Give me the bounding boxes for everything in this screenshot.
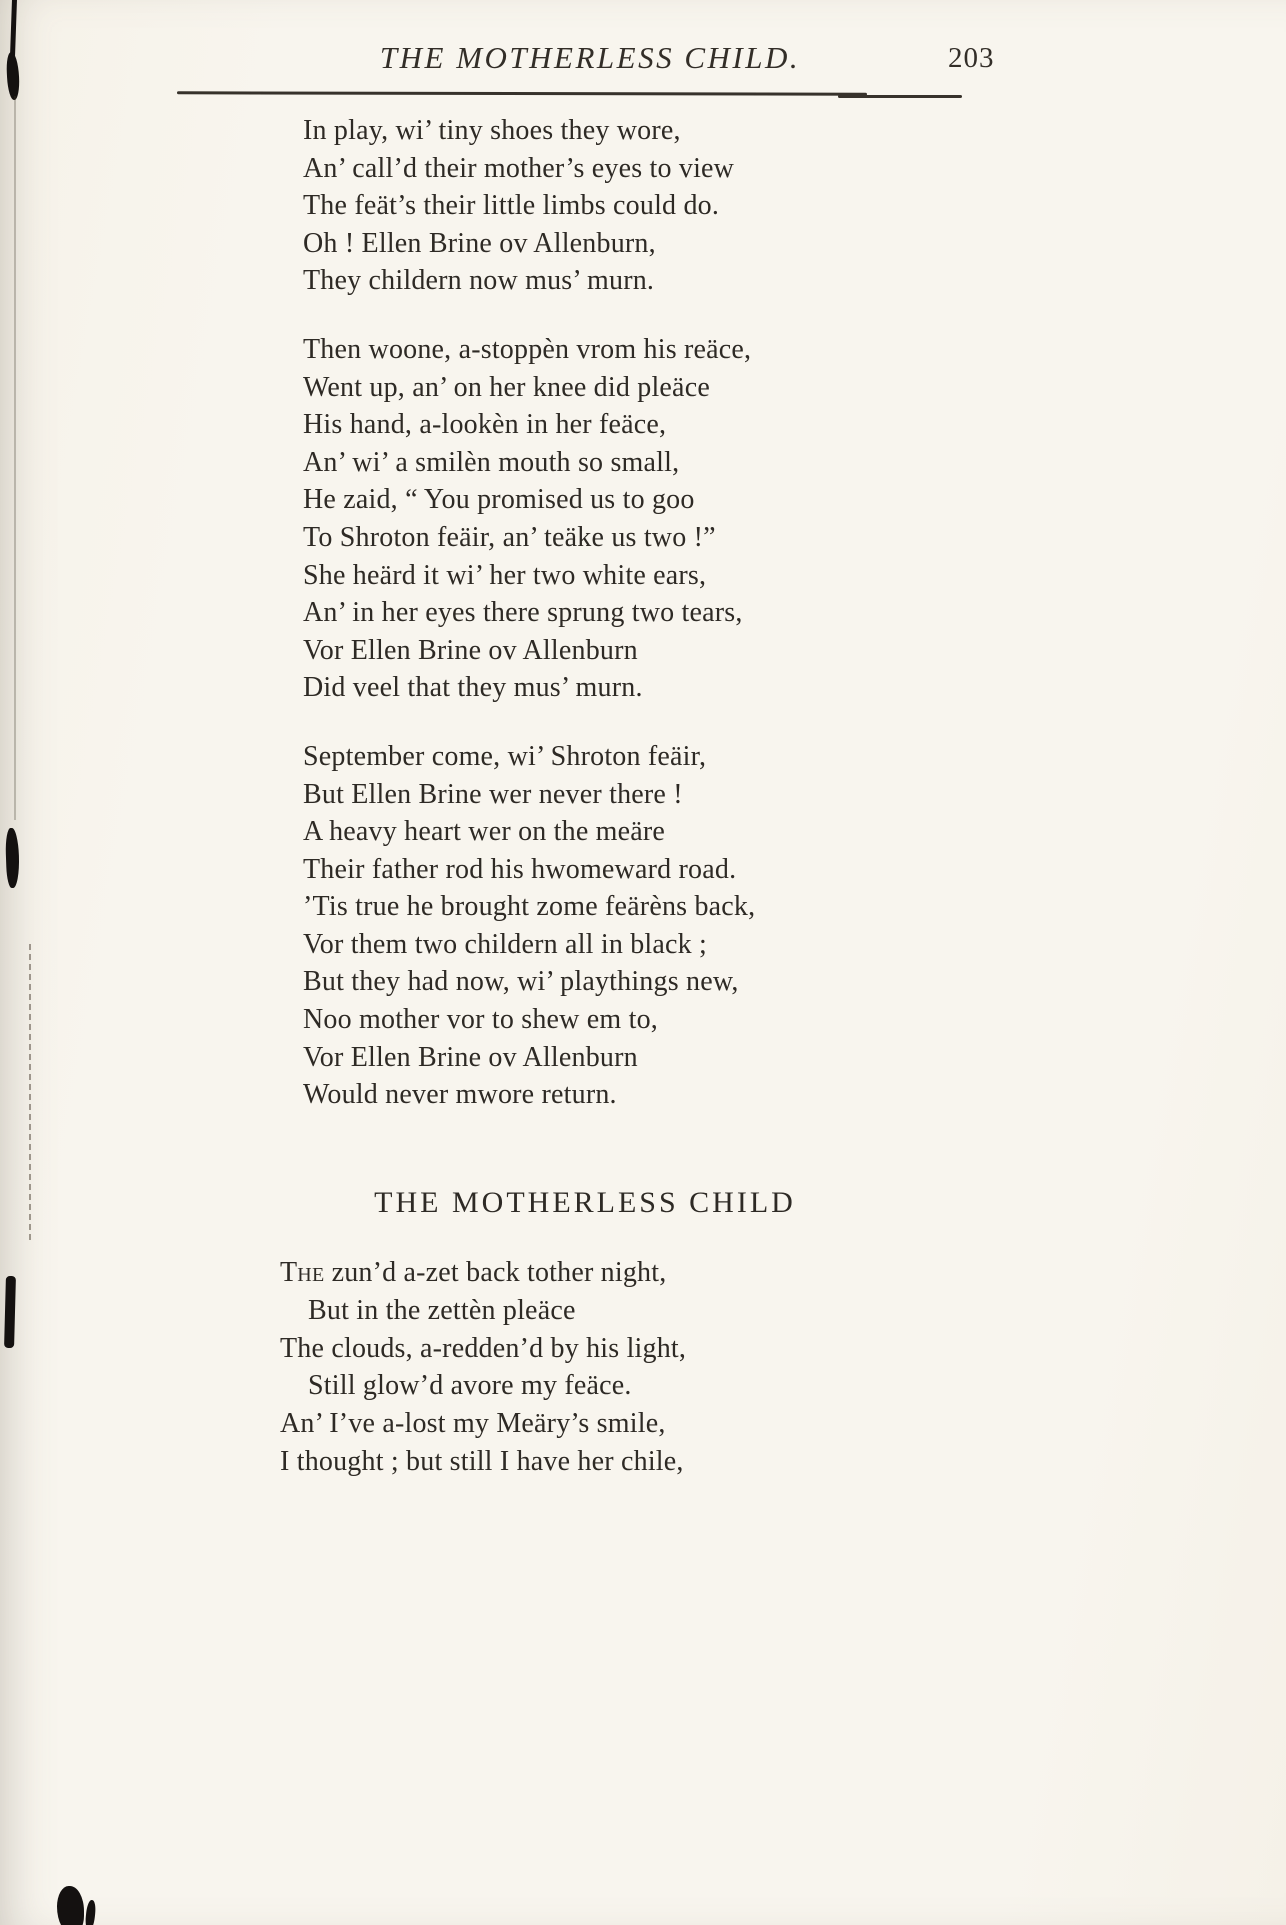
poem-line: An’ in her eyes there sprung two tears, (303, 597, 743, 629)
dotted-edge-line (29, 944, 31, 1240)
ink-dot-bottom-left (84, 1900, 96, 1925)
poem-line: Oh ! Ellen Brine ov Allenburn, (303, 227, 656, 259)
poem-line: A heavy heart wer on the meäre (303, 816, 666, 848)
poem-line: An’ I’ve a-lost my Meäry’s smile, (280, 1408, 666, 1440)
poem-line: The feät’s their little limbs could do. (303, 190, 720, 222)
poem-line: But in the zettèn pleäce (308, 1294, 576, 1326)
ink-blob-bottom-left (57, 1886, 84, 1925)
ink-blob-left-middle (5, 828, 20, 888)
poem-line (280, 1254, 686, 1292)
poem-line: Would never mwore return. (303, 1079, 617, 1111)
ink-blob-top-left (6, 52, 20, 101)
poem-title: THE MOTHERLESS CHILD (374, 1186, 796, 1219)
header-rule-segment (838, 95, 962, 98)
page-title: THE MOTHERLESS CHILD. (379, 40, 801, 75)
stanza-3 (303, 738, 755, 1114)
poem-line: Went up, an’ on her knee did pleäce (303, 371, 710, 403)
poem-line: Then woone, a-stoppèn vrom his reäce, (303, 333, 752, 365)
poem-line: She heärd it wi’ her two white ears, (303, 559, 707, 591)
poem-line: An’ call’d their mother’s eyes to view (303, 152, 735, 184)
header-rule (177, 91, 867, 95)
poem-line: Vor them two childern all in black ; (303, 928, 708, 960)
poem-line-rest: zun’d a-zet back tother night, (324, 1257, 667, 1288)
poem-line: They childern now mus’ murn. (303, 265, 655, 297)
poem-line: ’Tis true he brought zome feärèns back, (303, 891, 756, 923)
running-header (200, 40, 980, 76)
poem-line: Still glow’d avore my feäce. (308, 1370, 632, 1402)
poem-line: An’ wi’ a smilèn mouth so small, (303, 446, 680, 478)
poem-line: His hand, a-lookèn in her feäce, (303, 409, 667, 441)
poem-line: I thought ; but still I have her chile, (280, 1445, 684, 1477)
new-poem (280, 1254, 686, 1481)
stanza-2 (303, 331, 755, 707)
poem-line: Vor Ellen Brine ov Allenburn (303, 1041, 638, 1073)
opening-word: The (280, 1257, 325, 1288)
poem-line: Their father rod his hwomeward road. (303, 853, 737, 885)
stanza-1 (303, 112, 755, 300)
poem-line: The clouds, a-redden’d by his light, (280, 1332, 687, 1364)
ink-bar-left-lower (4, 1276, 16, 1348)
poem-line: But Ellen Brine wer never there ! (303, 778, 683, 810)
poem-line: He zaid, “ You promised us to goo (303, 484, 695, 516)
poem-line: September come, wi’ Shroton feäir, (303, 740, 707, 772)
poem-line: Did veel that they mus’ murn. (303, 672, 643, 704)
page-number: 203 (948, 42, 995, 74)
poem-line: In play, wi’ tiny shoes they wore, (303, 115, 681, 146)
poem-line: Noo mother vor to shew em to, (303, 1004, 658, 1036)
binding-edge-line (14, 96, 16, 820)
poem-line: Vor Ellen Brine ov Allenburn (303, 634, 638, 666)
poem-line: But they had now, wi’ playthings new, (303, 966, 739, 998)
poem-line: To Shroton feäir, an’ teäke us two !” (303, 521, 716, 553)
poem-body (303, 112, 755, 1114)
